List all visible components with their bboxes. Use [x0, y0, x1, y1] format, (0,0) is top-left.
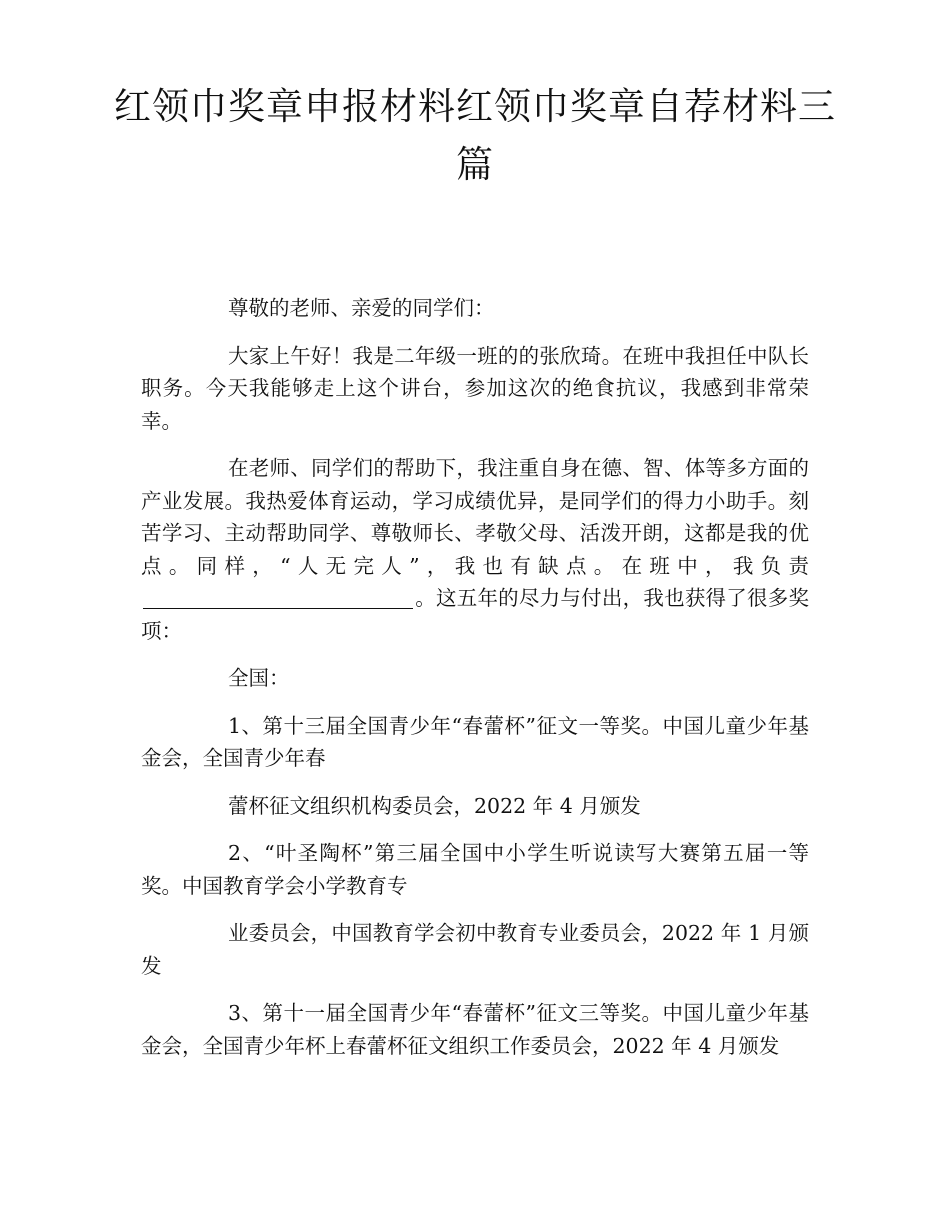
intro-paragraph: 大家上午好！我是二年级一班的的张欣琦。在班中我担任中队长职务。今天我能够走上这个讲台，参加这次的绝食抗议，我感到非常荣幸。 [141, 343, 809, 433]
main-paragraph-text: 在老师、同学们的帮助下，我注重自身在德、智、体等多方面的产业发展。我热爱体育运动，学习成绩优异，是同学们的得力小助手。刻苦学习、主动帮助同学、尊敬师长、孝敬父母、活泼开朗，这都是我的优点。同样，“人无完人”，我也有缺点。在班中，我负责 [141, 456, 809, 578]
national-heading: 全国： [228, 666, 290, 690]
award-item-1-continued: 蕾杯征文组织机构委员会，2022 年 4 月颁发 [228, 793, 641, 818]
document-title: 红领巾奖章申报材料红领巾奖章自荐材料三篇 [114, 85, 836, 186]
award-item-2: 2、“叶圣陶杯”第三届全国中小学生听说读写大赛第五届一等奖。中国教育学会小学教育专 [141, 841, 809, 898]
fill-in-blank [143, 586, 413, 609]
main-paragraph-tail: 。这五年的尽力与付出，我也获得了很多奖项： [141, 586, 809, 643]
award-item-2-continued: 业委员会，中国教育学会初中教育专业委员会，2022 年 1 月颁发 [141, 921, 809, 978]
award-item-3: 3、第十一届全国青少年“春蕾杯”征文三等奖。中国儿童少年基金会，全国青少年杯上春蕾杯征文组织工作委员会，2022 年 4 月颁发 [141, 1001, 809, 1058]
award-item-1: 1、第十三届全国青少年“春蕾杯”征文一等奖。中国儿童少年基金会，全国青少年春 [141, 713, 809, 770]
greeting-paragraph: 尊敬的老师、亲爱的同学们： [228, 296, 495, 320]
document-body [141, 292, 809, 1077]
main-paragraph [141, 452, 809, 647]
